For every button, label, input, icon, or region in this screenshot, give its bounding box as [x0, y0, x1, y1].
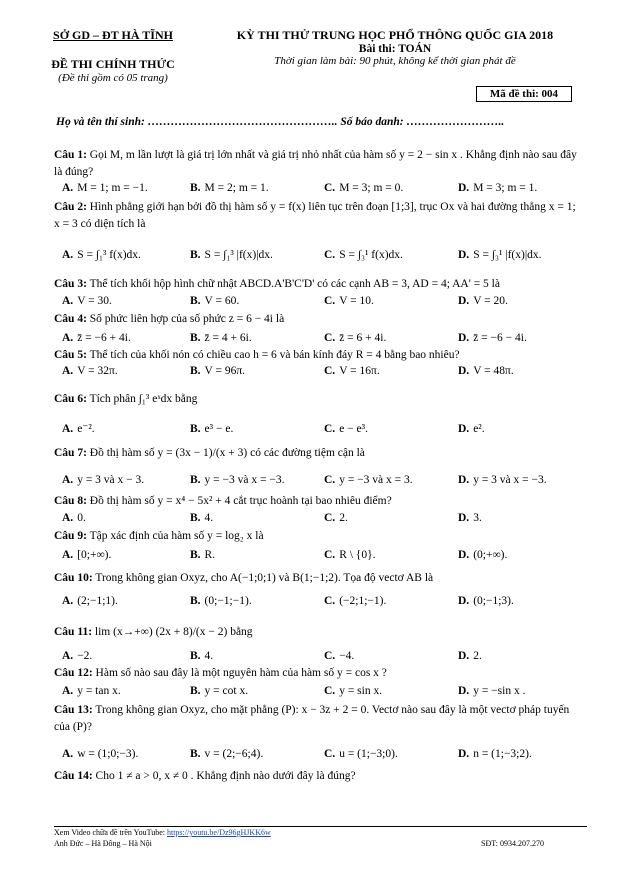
option-d: 3. [473, 512, 482, 524]
option-b: R. [204, 549, 216, 561]
options-11: A. −2. B. 4. C. −4. D. 2. [62, 650, 482, 662]
question-text: lim (x→+∞) (2x + 8)/(x − 2) bằng [94, 626, 253, 638]
option-a: V = 30. [77, 295, 112, 307]
option-d: y = 3 và x = −3. [473, 474, 547, 486]
option-c: M = 3; m = 0. [339, 182, 404, 194]
question-text: Thể tích của khối nón có chiều cao h = 6 và bán kính đáy R = 4 bằng bao nhiêu? [89, 349, 460, 361]
question-label: Câu 11: [54, 626, 93, 638]
question-text: Tập xác định của hàm số y = log₂ x là [89, 530, 264, 542]
options-8: A. 0. B. 4. C. 2. D. 3. [62, 512, 482, 524]
question-label: Câu 7: [54, 447, 87, 459]
option-c: (−2;1;−1). [339, 595, 387, 607]
options-4: A. z̄ = −6 + 4i. B. z̄ = 4 + 6i. C. z̄ = 6 + 4i. D. z̄ = −6 − 4i. [62, 332, 527, 344]
option-c: u = (1;−3;0). [339, 748, 398, 760]
question-label: Câu 13: [54, 704, 93, 716]
option-b: y = cot x. [204, 685, 249, 697]
question-label: Câu 10: [54, 572, 93, 584]
option-a: y = 3 và x − 3. [77, 474, 145, 486]
option-a: M = 1; m = −1. [77, 182, 148, 194]
option-c: −4. [339, 650, 355, 662]
option-c: R \ {0}. [339, 549, 376, 561]
option-b: v = (2;−6;4). [204, 748, 264, 760]
question-text: Hàm số nào sau đây là một nguyên hàm của hàm số y = cos x ? [95, 667, 387, 679]
option-a: S = ∫₁³ f(x)dx. [77, 249, 141, 261]
question-label: Câu 4: [54, 313, 87, 325]
options-5: A. V = 32π. B. V = 96π. C. V = 16π. D. V = 48π. [62, 365, 514, 377]
question-1 [54, 147, 584, 181]
option-a: 0. [77, 512, 86, 524]
option-d: 2. [473, 650, 482, 662]
question-text: Số phức liên hợp của số phức z = 6 − 4i là [89, 313, 285, 325]
option-d: (0;−1;3). [473, 595, 514, 607]
option-d: V = 20. [473, 295, 508, 307]
candidate-line: Họ và tên thí sinh: ………………………………………….. Số báo danh: …………………….. [56, 116, 505, 128]
question-text: Đồ thị hàm số y = x⁴ − 5x² + 4 cắt trục hoành tại bao nhiêu điểm? [89, 495, 392, 507]
option-d: (0;+∞). [473, 549, 508, 561]
option-a: [0;+∞). [77, 549, 112, 561]
option-d: V = 48π. [473, 365, 514, 377]
option-b: z̄ = 4 + 6i. [204, 332, 252, 344]
question-text: Trong không gian Oxyz, cho A(−1;0;1) và B(1;−1;2). Tọa độ vectơ AB là [95, 572, 434, 584]
question-text: Cho 1 ≠ a > 0, x ≠ 0 . Khẳng định nào dưới đây là đúng? [95, 770, 356, 782]
option-b: 4. [204, 650, 214, 662]
footer-phone: SĐT: 0934.207.270 [481, 839, 544, 848]
question-3 [54, 276, 584, 293]
duration: Thời gian làm bài: 90 phút, không kể thời gian phát đề [274, 55, 516, 67]
pages-note: (Đề thi gồm có 05 trang) [58, 72, 168, 84]
question-7 [54, 445, 584, 462]
option-a: w = (1;0;−3). [77, 748, 139, 760]
option-b: e³ − e. [204, 423, 234, 435]
question-11 [54, 624, 584, 641]
question-6 [54, 391, 584, 408]
option-d: e². [473, 423, 485, 435]
options-1: A. M = 1; m = −1. B. M = 2; m = 1. C. M = 3; m = 0. D. M = 3; m = 1. [62, 182, 538, 194]
option-d: z̄ = −6 − 4i. [473, 332, 527, 344]
option-d: M = 3; m = 1. [473, 182, 538, 194]
option-d: y = −sin x . [473, 685, 526, 697]
question-12 [54, 665, 584, 682]
question-label: Câu 6: [54, 393, 87, 405]
option-c: z̄ = 6 + 4i. [339, 332, 387, 344]
footer-divider [54, 826, 587, 827]
exam-code: Mã đề thi: 004 [476, 86, 572, 102]
option-c: e − e³. [339, 423, 368, 435]
option-d: S = ∫₃¹ |f(x)|dx. [473, 249, 542, 261]
options-7: A. y = 3 và x − 3. B. y = −3 và x = −3. C. y = −3 và x = 3. D. y = 3 và x = −3. [62, 474, 547, 486]
option-a: z̄ = −6 + 4i. [77, 332, 131, 344]
option-c: y = −3 và x = 3. [339, 474, 413, 486]
question-8 [54, 493, 584, 510]
options-2: A. S = ∫₁³ f(x)dx. B. S = ∫₁³ |f(x)|dx. C. S = ∫₃¹ f(x)dx. D. S = ∫₃¹ |f(x)|dx. [62, 249, 542, 261]
option-a: V = 32π. [77, 365, 118, 377]
option-a: y = tan x. [77, 685, 121, 697]
question-text: Thể tích khối hộp hình chữ nhật ABCD.A'B'C'D' có các cạnh AB = 3, AD = 4; AA' = 5 là [89, 278, 500, 290]
footer-video-label: Xem Video chữa đề trên YouTube: [54, 828, 167, 837]
question-9 [54, 528, 584, 545]
option-c: V = 10. [339, 295, 374, 307]
question-label: Câu 3: [54, 278, 87, 290]
option-c: V = 16π. [339, 365, 380, 377]
option-b: y = −3 và x = −3. [204, 474, 285, 486]
question-14 [54, 768, 584, 785]
question-label: Câu 8: [54, 495, 87, 507]
question-10 [54, 570, 584, 587]
option-a: −2. [77, 650, 93, 662]
option-b: 4. [204, 512, 214, 524]
options-9: A. [0;+∞). B. R. C. R \ {0}. D. (0;+∞). [62, 549, 508, 561]
question-13 [54, 702, 584, 736]
question-label: Câu 2: [54, 201, 87, 213]
exam-title: KỲ THI THỬ TRUNG HỌC PHỔ THÔNG QUỐC GIA 2018 [236, 28, 554, 42]
option-c: y = sin x. [339, 685, 383, 697]
option-c: S = ∫₃¹ f(x)dx. [339, 249, 403, 261]
youtube-link[interactable]: https://youtu.be/Dz96gHJKK6w [166, 828, 271, 837]
options-3: A. V = 30. B. V = 60. C. V = 10. D. V = 20. [62, 295, 508, 307]
question-text: Hình phẳng giới hạn bởi đồ thị hàm số y = f(x) liên tục trên đoạn [1;3], trục Ox và hai đường thẳng x = 1; x = 3 có diện tích là [54, 201, 576, 230]
option-b: M = 2; m = 1. [204, 182, 269, 194]
option-a: e⁻². [77, 423, 95, 435]
option-b: (0;−1;−1). [204, 595, 252, 607]
options-10: A. (2;−1;1). B. (0;−1;−1). C. (−2;1;−1). D. (0;−1;3). [62, 595, 514, 607]
question-4 [54, 311, 584, 328]
option-b: S = ∫₁³ |f(x)|dx. [204, 249, 273, 261]
question-text: Gọi M, m lần lượt là giá trị lớn nhất và giá trị nhỏ nhất của hàm số y = 2 − sin x . Khẳng định nào sau đây là đúng? [54, 149, 577, 178]
question-label: Câu 14: [54, 770, 93, 782]
option-b: V = 60. [204, 295, 240, 307]
footer-video [54, 828, 271, 837]
question-text: Tích phân ∫₁³ eˣdx bằng [89, 393, 198, 405]
question-label: Câu 12: [54, 667, 93, 679]
question-text: Đồ thị hàm số y = (3x − 1)/(x + 3) có các đường tiệm cận là [89, 447, 365, 459]
question-label: Câu 1: [54, 149, 87, 161]
question-label: Câu 9: [54, 530, 87, 542]
options-12: A. y = tan x. B. y = cot x. C. y = sin x. D. y = −sin x . [62, 685, 526, 697]
footer-author: Anh Đức – Hà Đông – Hà Nội [54, 839, 152, 848]
question-2 [54, 199, 584, 233]
header-right [205, 28, 585, 67]
department: SỞ GD – ĐT HÀ TĨNH [53, 28, 173, 42]
question-text: Trong không gian Oxyz, cho mặt phẳng (P): x − 3z + 2 = 0. Vectơ nào sau đây là một vectơ pháp tuyến của (P)? [54, 704, 570, 733]
option-d: n = (1;−3;2). [473, 748, 532, 760]
options-13: A. w = (1;0;−3). B. v = (2;−6;4). C. u = (1;−3;0). D. n = (1;−3;2). [62, 748, 532, 760]
option-a: (2;−1;1). [77, 595, 118, 607]
options-6: A. e⁻². B. e³ − e. C. e − e³. D. e². [62, 423, 485, 435]
header-left [28, 28, 198, 84]
option-b: V = 96π. [204, 365, 246, 377]
question-label: Câu 5: [54, 349, 87, 361]
question-5 [54, 347, 584, 364]
official-label: ĐỀ THI CHÍNH THỨC [51, 57, 175, 71]
option-c: 2. [339, 512, 348, 524]
subject: Bài thi: TOÁN [358, 43, 432, 55]
